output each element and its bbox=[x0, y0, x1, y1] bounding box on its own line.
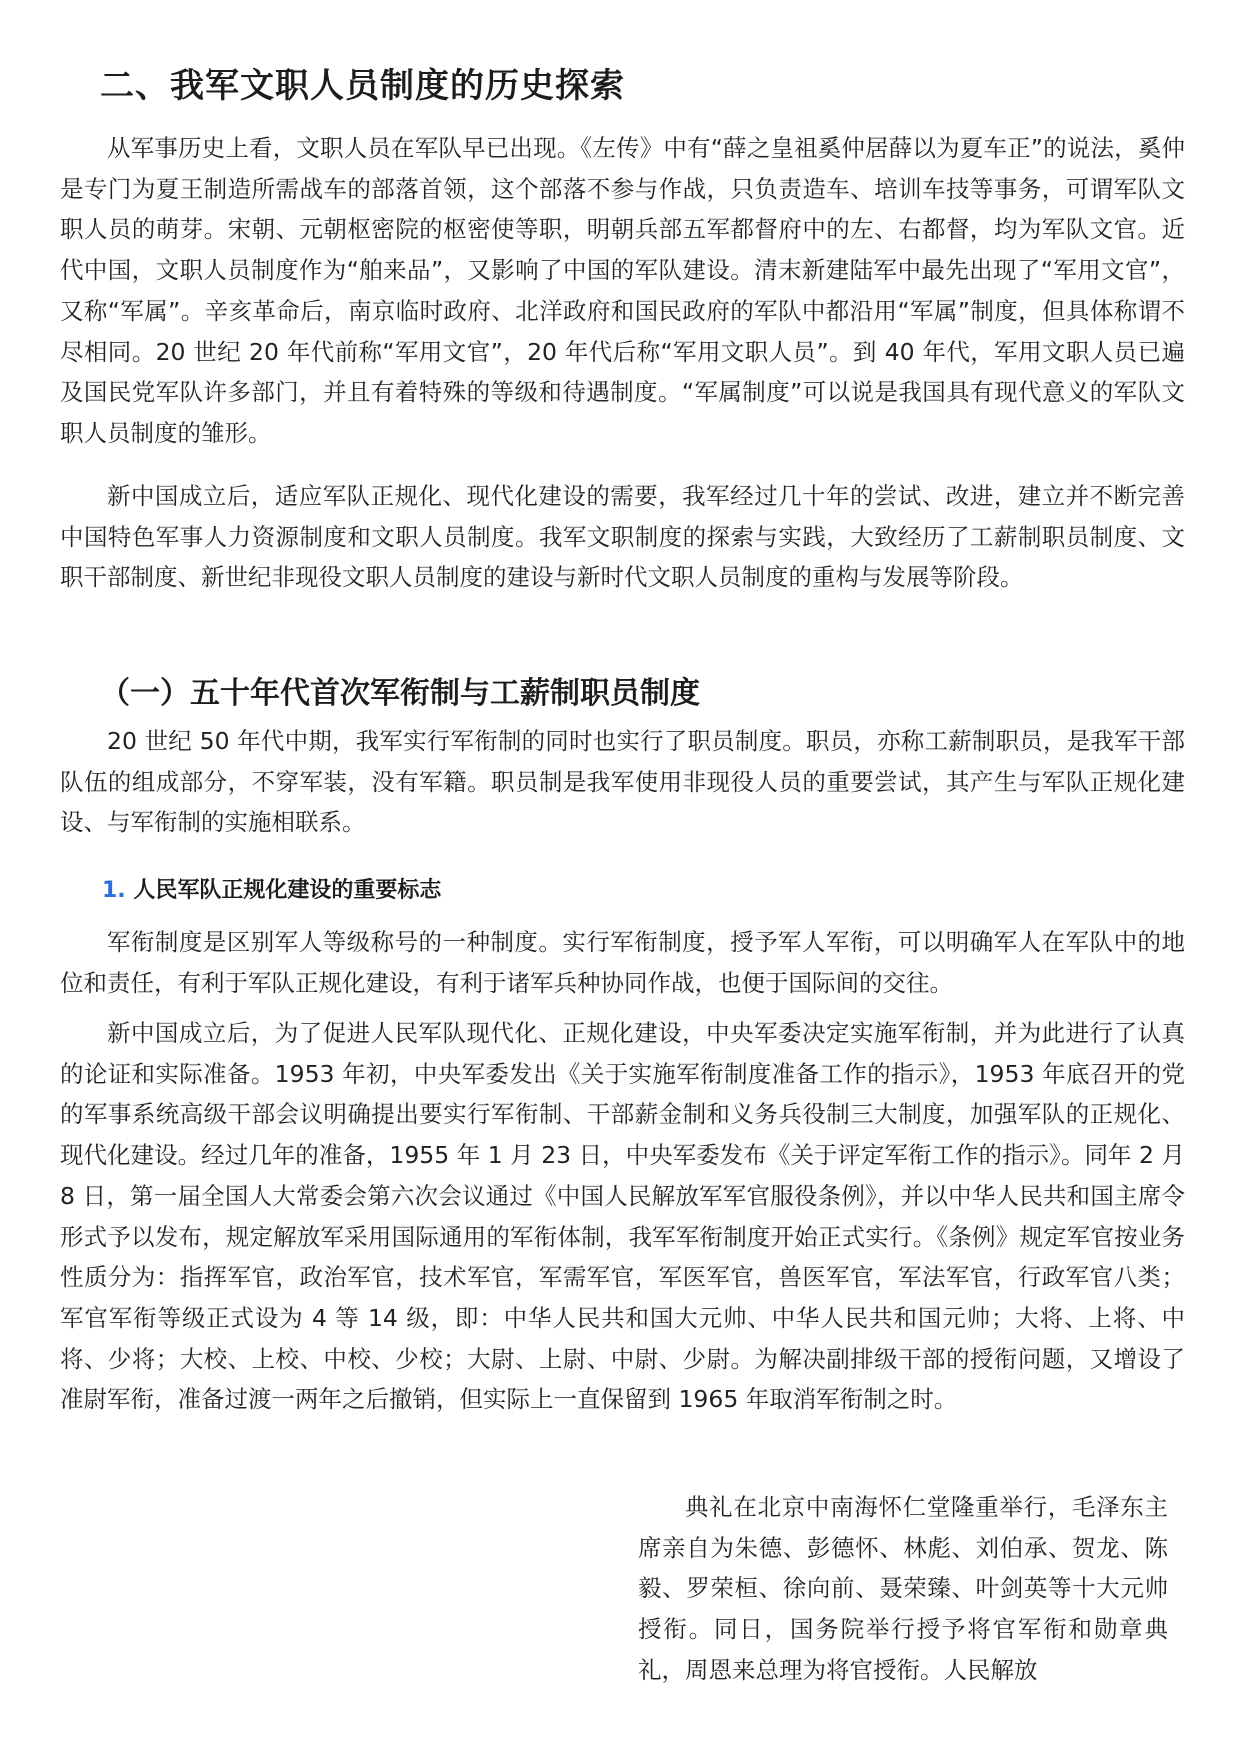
paragraph-ceremony: 典礼在北京中南海怀仁堂隆重举行，毛泽东主席亲自为朱德、彭德怀、林彪、刘伯承、贺龙、陈毅、罗荣桓、徐向前、聂荣臻、叶剑英等十大元帅授衔。同日，国务院举行授予将官军衔和勋章典礼，周恩来总理为将官授衔。人民解放 bbox=[638, 1493, 1168, 1684]
paragraph-subsection-intro: 20 世纪 50 年代中期，我军实行军衔制的同时也实行了职员制度。职员，亦称工薪制职员，是我军干部队伍的组成部分，不穿军装，没有军籍。职员制是我军使用非现役人员的重要尝试，其产生与军队正规化建设、与军衔制的实施相联系。 bbox=[60, 727, 1185, 837]
paragraph-rank-history: 新中国成立后，为了促进人民军队现代化、正规化建设，中央军委决定实施军衔制，并为此进行了认真的论证和实际准备。1953 年初，中央军委发出《关于实施军衔制度准备工作的指示》，1953 年底召开的党的军事系统高级干部会议明确提出要实行军衔制、干部薪金制和义务兵役制三大制度，加强军队的正规化、现代化建设。经过几年的准备，1955 年 1 月 23 日，中央军委发布《关于评定军衔工作的指示》。同年 2 月 8 日，第一届全国人大常委会第六次会议通过《中国人民解放军军官服役条例》，并以中华人民共和国主席令形式予以发布，规定解放军采用国际通用的军衔体制，我军军衔制度开始正式实行。《条例》规定军官按业务性质分为：指挥军官，政治军官，技术军官，军需军官，军医军官，兽医军官，军法军官，行政军官八类；军官军衔等级正式设为 4 等 14 级，即：中华人民共和国大元帅、中华人民共和国元帅；大将、上将、中将、少将；大校、上校、中校、少校；大尉、上尉、中尉、少尉。为解决副排级干部的授衔问题，又增设了准尉军衔，准备过渡一两年之后撤销，但实际上一直保留到 1965 年取消军衔制之时。 bbox=[60, 1019, 1185, 1414]
item-title: 人民军队正规化建设的重要标志 bbox=[133, 878, 442, 903]
item-number: 1. bbox=[102, 878, 126, 903]
paragraph-rank-definition: 军衔制度是区别军人等级称号的一种制度。实行军衔制度，授予军人军衔，可以明确军人在军队中的地位和责任，有利于军队正规化建设，有利于诸军兵种协同作战，也便于国际间的交往。 bbox=[60, 928, 1185, 997]
item-heading bbox=[102, 873, 441, 904]
paragraph-new-china: 新中国成立后，适应军队正规化、现代化建设的需要，我军经过几十年的尝试、改进，建立并不断完善中国特色军事人力资源制度和文职人员制度。我军文职制度的探索与实践，大致经历了工薪制职员制度、文职干部制度、新世纪非现役文职人员制度的建设与新时代文职人员制度的重构与发展等阶段。 bbox=[60, 482, 1185, 592]
paragraph-history: 从军事历史上看，文职人员在军队早已出现。《左传》中有“薛之皇祖奚仲居薛以为夏车正”的说法，奚仲是专门为夏王制造所需战车的部落首领，这个部落不参与作战，只负责造车、培训车技等事务，可谓军队文职人员的萌芽。宋朝、元朝枢密院的枢密使等职，明朝兵部五军都督府中的左、右都督，均为军队文官。近代中国，文职人员制度作为“舶来品”，又影响了中国的军队建设。清末新建陆军中最先出现了“军用文官”，又称“军属”。辛亥革命后，南京临时政府、北洋政府和国民政府的军队中都沿用“军属”制度，但具体称谓不尽相同。20 世纪 20 年代前称“军用文官”，20 年代后称“军用文职人员”。到 40 年代，军用文职人员已遍及国民党军队许多部门，并且有着特殊的等级和待遇制度。“军属制度”可以说是我国具有现代意义的军队文职人员制度的雏形。 bbox=[60, 134, 1185, 447]
subsection-title: （一）五十年代首次军衔制与工薪制职员制度 bbox=[100, 676, 700, 711]
section-title: 二、我军文职人员制度的历史探索 bbox=[100, 66, 625, 106]
